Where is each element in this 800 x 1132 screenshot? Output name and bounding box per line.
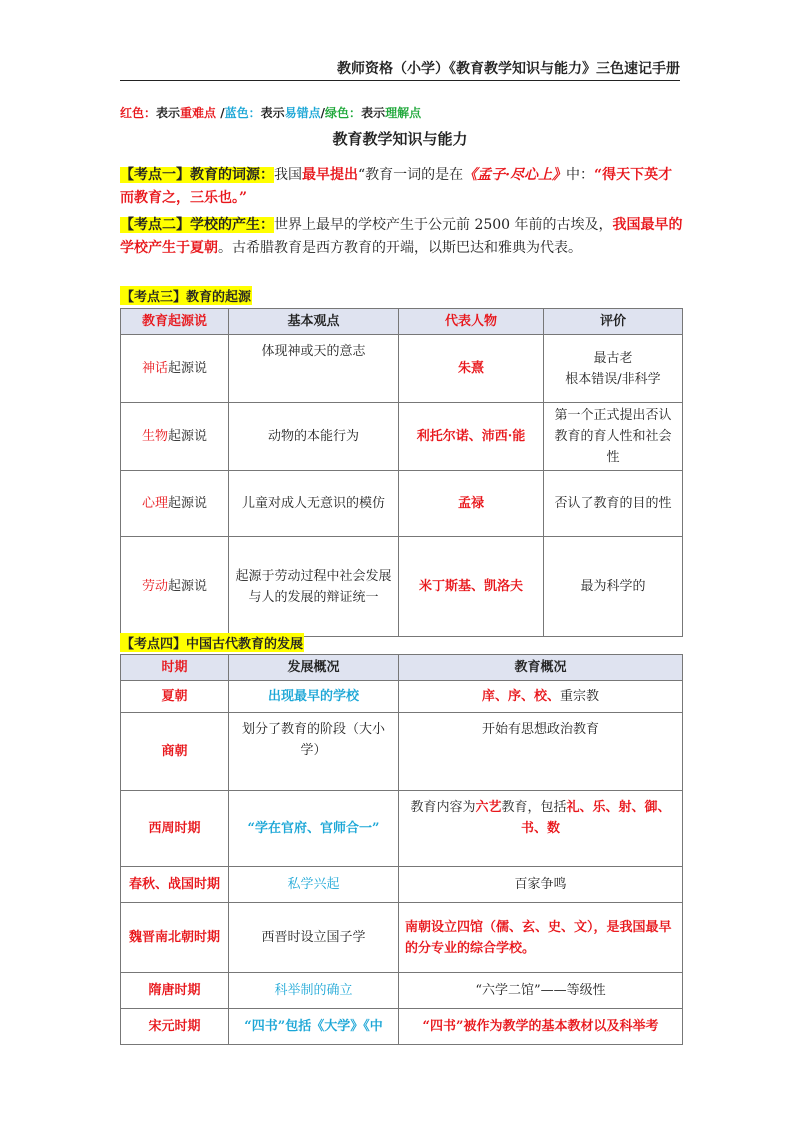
legend-red-desc: 表示: [156, 106, 181, 120]
legend-green-word: 理解点: [385, 106, 422, 120]
col-header: 教育概况: [399, 655, 683, 681]
dev-cell: 私学兴起: [229, 867, 399, 903]
kp1-tag: 【考点一】教育的词源：: [120, 167, 274, 183]
table-row: [121, 1009, 683, 1045]
origin-key: 神话: [141, 361, 168, 376]
view-cell: 体现神或天的意志: [229, 335, 399, 403]
origin-key: 心理: [141, 496, 168, 511]
origin-cell: [121, 471, 229, 537]
table-row: [121, 791, 683, 867]
period-cell: 宋元时期: [121, 1009, 229, 1045]
eval-cell: 否认了教育的目的性: [544, 471, 683, 537]
edu-key: 礼、乐、射、御、书、数: [520, 800, 671, 836]
table-row: [121, 713, 683, 791]
origin-table: [120, 308, 683, 637]
col-header: 基本观点: [229, 309, 399, 335]
legend-sep: /: [320, 106, 326, 120]
origin-suffix: 起源说: [168, 496, 208, 511]
edu-text: 教育，包括: [501, 800, 567, 815]
legend-red-word: 重难点: [180, 106, 217, 120]
edu-cell: “四书”被作为教学的基本教材以及科举考: [399, 1009, 683, 1045]
table-row: [121, 867, 683, 903]
legend-sep: /: [216, 106, 225, 120]
table-row: [121, 537, 683, 637]
origin-suffix: 起源说: [168, 429, 208, 444]
history-table: [120, 654, 683, 1045]
kp2-text: 。古希腊教育是西方教育的开端，以斯巴达和雅典为代表。: [218, 240, 582, 256]
people-cell: 利托尔诺、沛西·能: [399, 403, 544, 471]
people-cell: 米丁斯基、凯洛夫: [399, 537, 544, 637]
origin-cell: [121, 537, 229, 637]
dev-cell: 出现最早的学校: [229, 681, 399, 713]
legend-blue-desc: 表示: [260, 106, 285, 120]
legend-green-desc: 表示: [361, 106, 386, 120]
edu-cell: 百家争鸣: [399, 867, 683, 903]
edu-cell: “六学二馆”——等级性: [399, 973, 683, 1009]
table-row: [121, 335, 683, 403]
kp3-tag: 【考点三】教育的起源: [120, 286, 252, 305]
table-header-row: [121, 655, 683, 681]
legend-blue-word: 易错点: [284, 106, 321, 120]
edu-text: 重宗教: [560, 689, 600, 704]
origin-key: 生物: [141, 429, 168, 444]
kp1-text: “教育一词的是在: [358, 167, 464, 183]
view-cell: 起源于劳动过程中社会发展与人的发展的辩证统一: [229, 537, 399, 637]
edu-cell: 南朝设立四馆（儒、玄、史、文），是我国最早的分专业的综合学校。: [399, 903, 683, 973]
kp1-text: 中：: [566, 167, 595, 183]
legend-blue-label: 蓝色：: [224, 106, 261, 120]
kp2-paragraph: [120, 214, 685, 260]
table-row: [121, 471, 683, 537]
kp1-key: 最早提出: [302, 167, 358, 183]
kp1-key: “得天下英才而教育之，三乐也。”: [120, 167, 673, 206]
origin-cell: [121, 403, 229, 471]
edu-key: 庠、序、校、: [481, 689, 560, 704]
dev-cell: “四书”包括《大学》《中: [229, 1009, 399, 1045]
eval-cell: 最古老 根本错误/非科学: [544, 335, 683, 403]
color-legend: [120, 104, 421, 121]
dev-cell: 科举制的确立: [229, 973, 399, 1009]
table-row: [121, 403, 683, 471]
header-divider: [120, 80, 680, 81]
edu-cell: [399, 791, 683, 867]
period-cell: 隋唐时期: [121, 973, 229, 1009]
origin-key: 劳动: [141, 579, 168, 594]
eval-cell: 第一个正式提出否认教育的育人性和社会性: [544, 403, 683, 471]
eval-cell: 最为科学的: [544, 537, 683, 637]
period-cell: 春秋、战国时期: [121, 867, 229, 903]
edu-cell: 开始有思想政治教育: [399, 713, 683, 791]
table-header-row: [121, 309, 683, 335]
people-cell: 朱熹: [399, 335, 544, 403]
table-row: [121, 681, 683, 713]
document-title: 教育教学知识与能力: [332, 130, 468, 148]
legend-green-label: 绿色：: [325, 106, 362, 120]
period-cell: 商朝: [121, 713, 229, 791]
origin-cell: [121, 335, 229, 403]
view-cell: 动物的本能行为: [229, 403, 399, 471]
col-header: 时期: [121, 655, 229, 681]
view-cell: 儿童对成人无意识的模仿: [229, 471, 399, 537]
kp2-text: 世界上最早的学校产生于公元前 2500 年前的古埃及，: [274, 217, 613, 233]
dev-cell: 西晋时设立国子学: [229, 903, 399, 973]
kp1-paragraph: [120, 164, 685, 210]
period-cell: 西周时期: [121, 791, 229, 867]
edu-key: 六艺: [475, 800, 502, 815]
kp2-tag: 【考点二】学校的产生：: [120, 217, 274, 233]
period-cell: 夏朝: [121, 681, 229, 713]
legend-red-label: 红色：: [120, 106, 157, 120]
kp1-text: 我国: [274, 167, 302, 183]
period-cell: 魏晋南北朝时期: [121, 903, 229, 973]
origin-suffix: 起源说: [168, 579, 208, 594]
table-row: [121, 903, 683, 973]
edu-text: 教育内容为: [410, 800, 476, 815]
kp2-key: 我国最早的学校产生于夏朝: [120, 217, 683, 256]
dev-cell: 划分了教育的阶段（大小学）: [229, 713, 399, 791]
col-header: 教育起源说: [121, 309, 229, 335]
col-header: 发展概况: [229, 655, 399, 681]
table-row: [121, 973, 683, 1009]
col-header: 代表人物: [399, 309, 544, 335]
dev-cell: “学在官府、官师合一”: [229, 791, 399, 867]
kp4-tag: 【考点四】中国古代教育的发展: [120, 633, 304, 652]
people-cell: 孟禄: [399, 471, 544, 537]
page-header: 教师资格（小学）《教育教学知识与能力》三色速记手册: [337, 61, 680, 77]
kp1-key: 《孟子·尽心上》: [463, 167, 567, 183]
origin-suffix: 起源说: [168, 361, 208, 376]
col-header: 评价: [544, 309, 683, 335]
edu-cell: [399, 681, 683, 713]
